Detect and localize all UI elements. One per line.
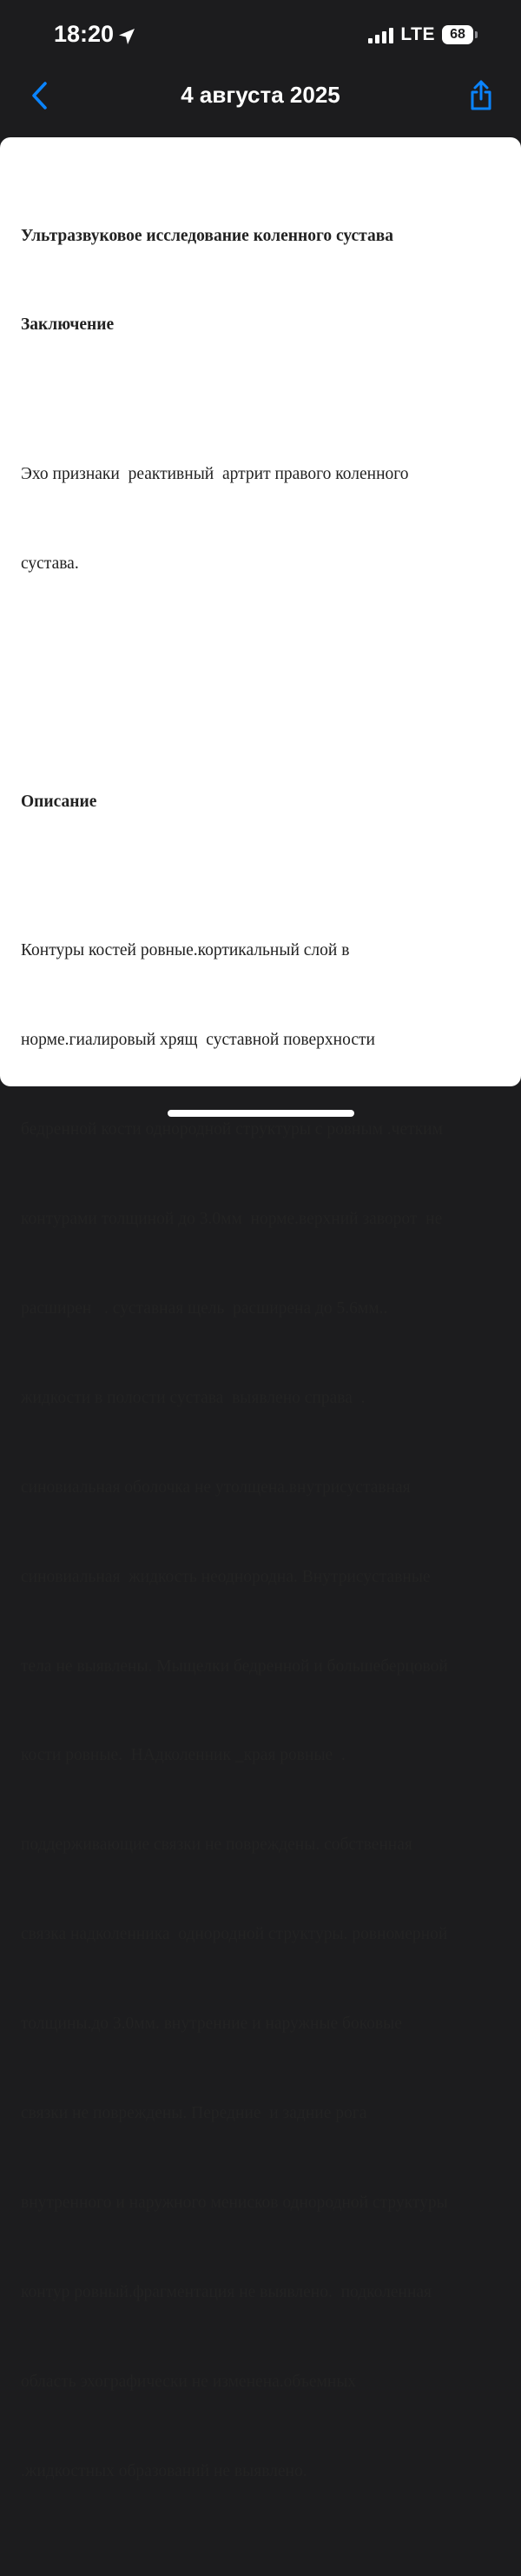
share-icon [468, 80, 494, 111]
status-indicators [368, 24, 478, 45]
conclusion-line: сустава. [21, 554, 79, 573]
description-line: толщины.до 3.0мм. внутренние и наружные боковые [21, 2015, 402, 2034]
document-heading: Ультразвуковое исследование коленного сустава [21, 226, 394, 245]
description-line: норме.гиалировый хрящ суставной поверхности [21, 1031, 375, 1050]
network-type: LTE [400, 24, 435, 44]
conclusion-heading: Заключение [21, 315, 115, 335]
description-line: поддерживающие связки не повреждены. собственная [21, 1836, 412, 1855]
navigation-bar [0, 70, 521, 137]
description-line: бедренной кости однородной структуры с ровным .четким [21, 1120, 443, 1139]
description-line: область эхографически не изменена.объемных [21, 2372, 357, 2391]
description-text [21, 877, 502, 2546]
battery-level: 68 [442, 25, 473, 44]
location-arrow-icon [117, 25, 136, 44]
description-line: Контуры костей ровные.кортикальный слой в [21, 941, 350, 960]
home-indicator[interactable] [168, 1110, 354, 1117]
description-line: контурами толщиной до 3.0мм норме.верхний заворот не [21, 1210, 443, 1229]
conclusion-text [21, 400, 502, 638]
description-line: связки не повреждены. Передние и задние рога [21, 2104, 367, 2122]
description-line: жидкости в полости сустава выявлено справа . [21, 1388, 366, 1407]
page-title: 4 августа 2025 [181, 82, 340, 108]
description-heading: Описание [21, 792, 97, 811]
status-time [54, 21, 136, 48]
status-bar [0, 0, 521, 70]
description-line: синовиальная жидкость неоднородна. Внутрисуставные [21, 1567, 431, 1586]
status-time-text: 18:20 [54, 21, 115, 47]
description-line: тела не выявлены. Мыщелки бедренной и большеберцовой [21, 1656, 448, 1676]
cellular-signal-icon [368, 26, 393, 43]
document-sheet [0, 137, 521, 2480]
battery-icon [442, 25, 478, 44]
description-line: контур ровный.фрагментация не выявлено. подколенная [21, 2282, 432, 2301]
conclusion-line: Эхо признаки реактивный артрит правого коленного [21, 464, 409, 483]
description-line: .жидкостных образований не выявлено. [21, 2461, 307, 2480]
description-line: синовиальная оболочка не утолщена.внутрисуставная [21, 1477, 411, 1497]
description-line: кости ровные. НАдколенник _края ровные . [21, 1746, 346, 1765]
description-line: связка надколенника однородной структуры. ровномерной [21, 1925, 448, 1944]
description-line: расширен . суставная щель расширена до 5.6мм.. [21, 1298, 388, 1318]
share-button[interactable] [467, 78, 495, 113]
description-line: внутренного и наружного менисков однородной структуры [21, 2193, 448, 2212]
